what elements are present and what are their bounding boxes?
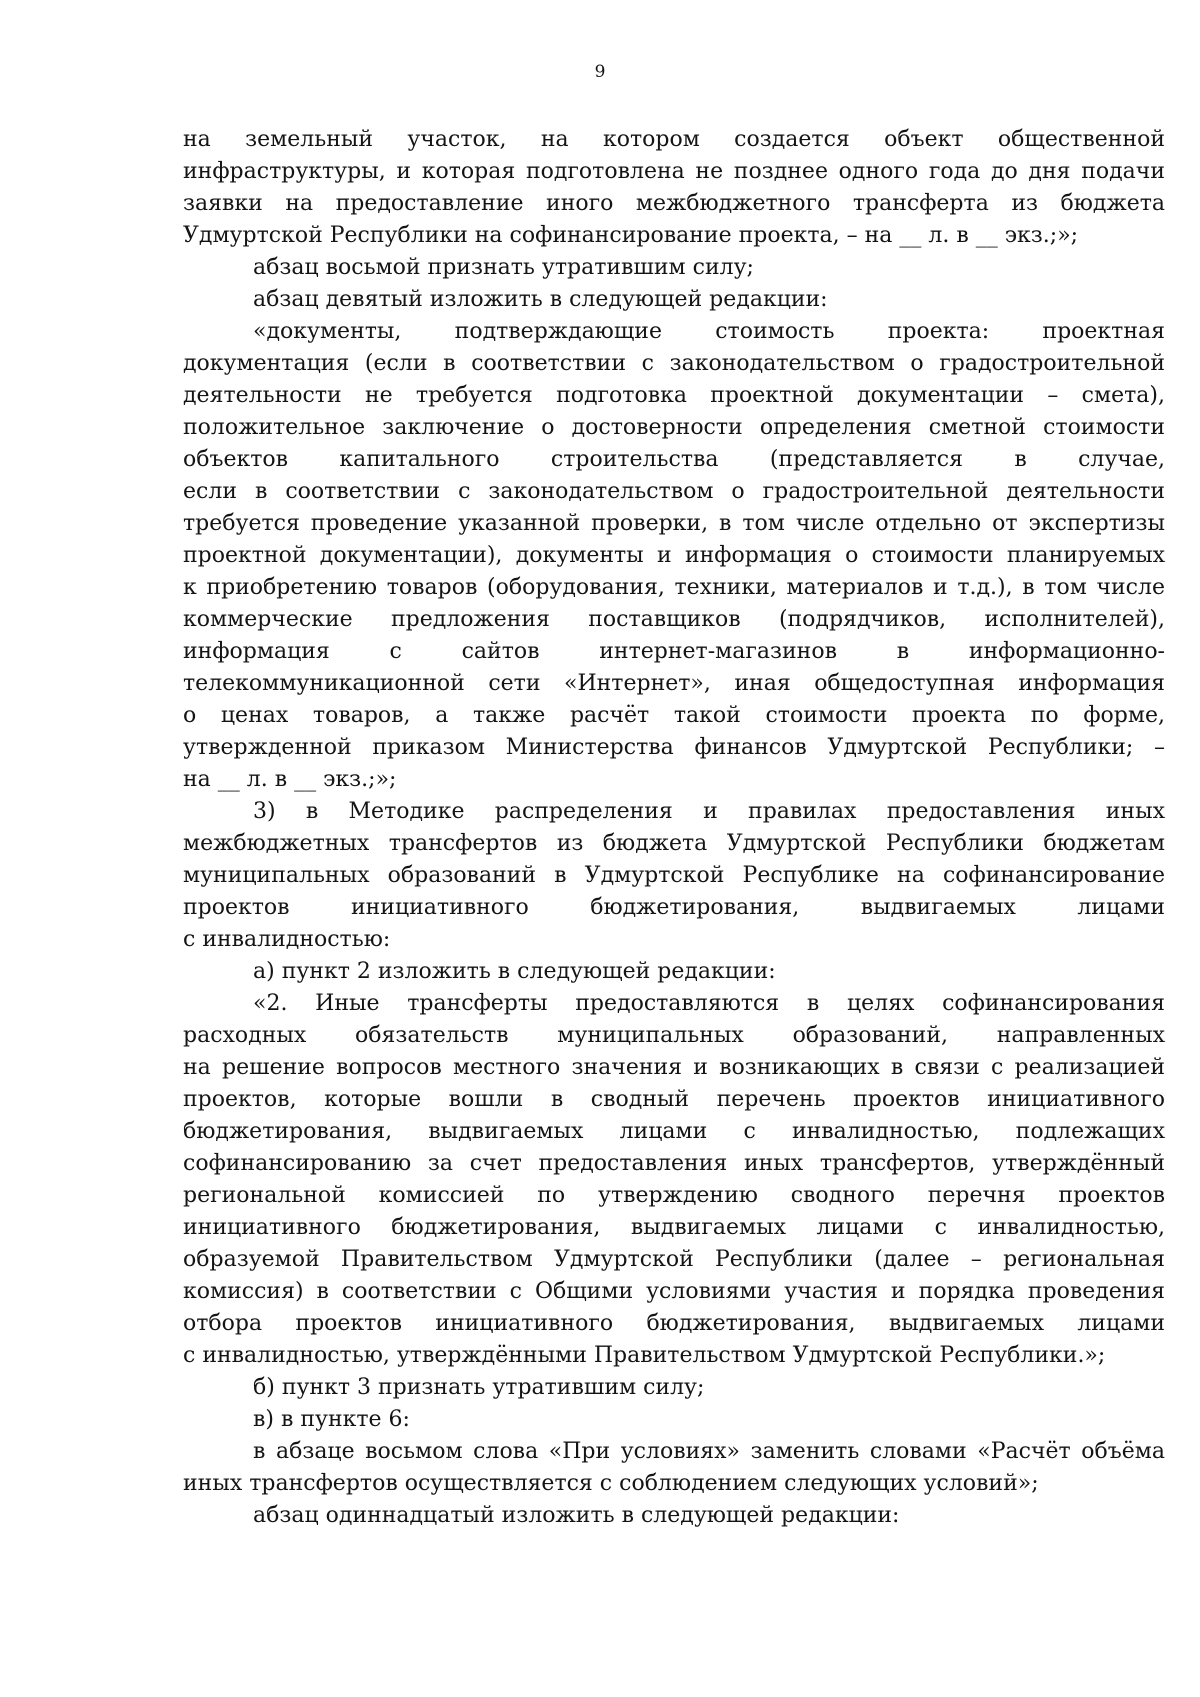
text-line: проектов, которые вошли в сводный перечень проектов инициативного — [183, 1087, 1165, 1112]
text-line: образуемой Правительством Удмуртской Республики (далее – региональная — [183, 1247, 1165, 1272]
text-line: на земельный участок, на котором создается объект общественной — [183, 127, 1165, 152]
text-line: муниципальных образований в Удмуртской Республике на софинансирование — [183, 863, 1165, 888]
text-line: в абзаце восьмом слова «При условиях» заменить словами «Расчёт объёма — [253, 1439, 1165, 1464]
text-line: проектов инициативного бюджетирования, выдвигаемых лицами — [183, 895, 1165, 920]
text-line: телекоммуникационной сети «Интернет», иная общедоступная информация — [183, 671, 1165, 696]
text-line: бюджетирования, выдвигаемых лицами с инвалидностью, подлежащих — [183, 1119, 1165, 1144]
text-line: Удмуртской Республики на софинансирование проекта, – на __ л. в __ экз.;»; — [183, 223, 1079, 248]
text-line: коммерческие предложения поставщиков (подрядчиков, исполнителей), — [183, 607, 1165, 632]
text-line: абзац восьмой признать утратившим силу; — [253, 255, 754, 280]
text-line: если в соответствии с законодательством о градостроительной деятельности — [183, 479, 1165, 504]
text-line: деятельности не требуется подготовка проектной документации – смета), — [183, 383, 1165, 408]
text-line: региональной комиссией по утверждению сводного перечня проектов — [183, 1183, 1165, 1208]
text-line: на __ л. в __ экз.;»; — [183, 767, 397, 792]
text-line: с инвалидностью: — [183, 927, 391, 952]
text-line: требуется проведение указанной проверки, в том числе отдельно от экспертизы — [183, 511, 1165, 536]
text-line: проектной документации), документы и информация о стоимости планируемых — [183, 543, 1165, 568]
text-line: утвержденной приказом Министерства финансов Удмуртской Республики; – — [183, 735, 1165, 760]
text-line: абзац девятый изложить в следующей редакции: — [253, 287, 828, 312]
text-line: б) пункт 3 признать утратившим силу; — [253, 1375, 705, 1400]
text-line: положительное заключение о достоверности определения сметной стоимости — [183, 415, 1165, 440]
text-line: с инвалидностью, утверждёнными Правительством Удмуртской Республики.»; — [183, 1343, 1106, 1368]
text-line: комиссия) в соответствии с Общими условиями участия и порядка проведения — [183, 1279, 1165, 1304]
text-line: «документы, подтверждающие стоимость проекта: проектная — [253, 319, 1165, 344]
text-line: абзац одиннадцатый изложить в следующей редакции: — [253, 1503, 900, 1528]
document-body — [183, 124, 1165, 1532]
text-line: иных трансфертов осуществляется с соблюдением следующих условий»; — [183, 1471, 1039, 1496]
text-line: о ценах товаров, а также расчёт такой стоимости проекта по форме, — [183, 703, 1165, 728]
text-line: а) пункт 2 изложить в следующей редакции: — [253, 959, 776, 984]
text-line: отбора проектов инициативного бюджетирования, выдвигаемых лицами — [183, 1311, 1165, 1336]
text-line: заявки на предоставление иного межбюджетного трансферта из бюджета — [183, 191, 1165, 216]
text-line: инфраструктуры, и которая подготовлена не позднее одного года до дня подачи — [183, 159, 1165, 184]
text-line: документация (если в соответствии с законодательством о градостроительной — [183, 351, 1165, 376]
text-line: на решение вопросов местного значения и возникающих в связи с реализацией — [183, 1055, 1165, 1080]
text-line: расходных обязательств муниципальных образований, направленных — [183, 1023, 1165, 1048]
text-line: к приобретению товаров (оборудования, техники, материалов и т.д.), в том числе — [183, 575, 1165, 600]
text-line: 3) в Методике распределения и правилах предоставления иных — [253, 799, 1165, 824]
text-line: инициативного бюджетирования, выдвигаемых лицами с инвалидностью, — [183, 1215, 1165, 1240]
text-line: софинансированию за счет предоставления иных трансфертов, утверждённый — [183, 1151, 1165, 1176]
text-line: в) в пункте 6: — [253, 1407, 410, 1432]
text-line: «2. Иные трансферты предоставляются в целях софинансирования — [253, 991, 1165, 1016]
text-line: объектов капитального строительства (представляется в случае, — [183, 447, 1165, 472]
text-line: информация с сайтов интернет-магазинов в информационно- — [183, 639, 1165, 664]
page-number: 9 — [594, 62, 606, 82]
text-line: межбюджетных трансфертов из бюджета Удмуртской Республики бюджетам — [183, 831, 1165, 856]
